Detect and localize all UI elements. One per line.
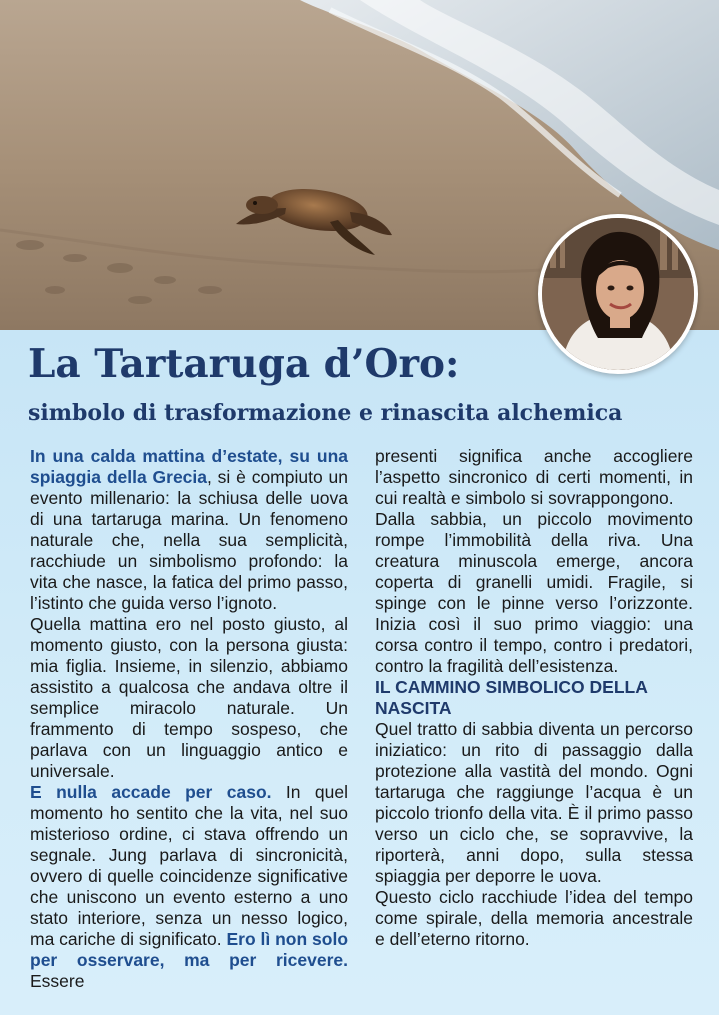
synchronicity-tail: Essere [30,971,85,991]
paragraph-synchronicity [30,782,348,992]
paragraph-emergence: Dalla sabbia, un piccolo movimento rompe l’immobilità della riva. Una creatura minuscola emerge, ancora coperta di granelli umidi. Fragile, si spinge con le pinne verso l’orizzonte. Inizia così il suo primo viaggio: una corsa contro il tempo, contro i predatori, contro la fragilità dell’esistenza. [375,509,693,676]
paragraph-presence: presenti significa anche accogliere l’aspetto sincronico di certi momenti, in cui realtà e simbolo si sovrappongono. [375,446,693,508]
synchronicity-lead: E nulla accade per caso. [30,782,272,802]
synchronicity-text: In quel momento ho sentito che la vita, nel suo misterioso ordine, ci stava offrendo un segnale. Jung parlava di sincronicità, ovvero di quelle coincidenze significative che uniscono un evento esterno a uno stato interiore, senza un nesso logico, ma cariche di significato. [30,782,349,949]
intro-highlight: In una calda mattina d’estate, su una spiaggia della Grecia [30,446,348,487]
synchronicity-highlight: Ero lì non solo per osservare, ma per ricevere. [30,929,349,970]
paragraph-path: Quel tratto di sabbia diventa un percorso iniziatico: un rito di passaggio dalla protezione alla vastità del mondo. Ogni tartaruga che raggiunge l’acqua è un piccolo trionfo della vita. È il primo passo verso un ciclo che, se sopravvive, la riporterà, anni dopo, sulla stessa spiaggia per deporre le uova. [375,719,693,886]
paragraph-intro [30,446,348,614]
author-portrait [538,214,698,374]
article-title: La Tartaruga d’Oro: [28,341,460,387]
paragraph-cycle: Questo ciclo racchiude l’idea del tempo come spirale, della memoria ancestrale e dell’eterno ritorno. [375,887,693,949]
section-heading: IL CAMMINO SIMBOLICO DELLA NASCITA [375,677,648,718]
intro-text: , si è compiuto un evento millenario: la schiusa delle uova di una tartaruga marina. Un fenomeno naturale che, nella sua semplicità, racchiude un simbolismo profondo: la vita che nasce, la fatica del primo passo, l’istinto che guida verso l’ignoto. [30,467,348,613]
paragraph-morning: Quella mattina ero nel posto giusto, al momento giusto, con la persona giusta: mia figlia. Insieme, in silenzio, abbiamo assistito a qualcosa che andava oltre il semplice miracolo naturale. Un frammento di tempo sospeso, che parlava con un linguaggio antico e universale. [30,614,348,781]
column-left [30,446,348,992]
column-right [375,446,693,950]
article-subtitle: simbolo di trasformazione e rinascita alchemica [28,400,623,426]
